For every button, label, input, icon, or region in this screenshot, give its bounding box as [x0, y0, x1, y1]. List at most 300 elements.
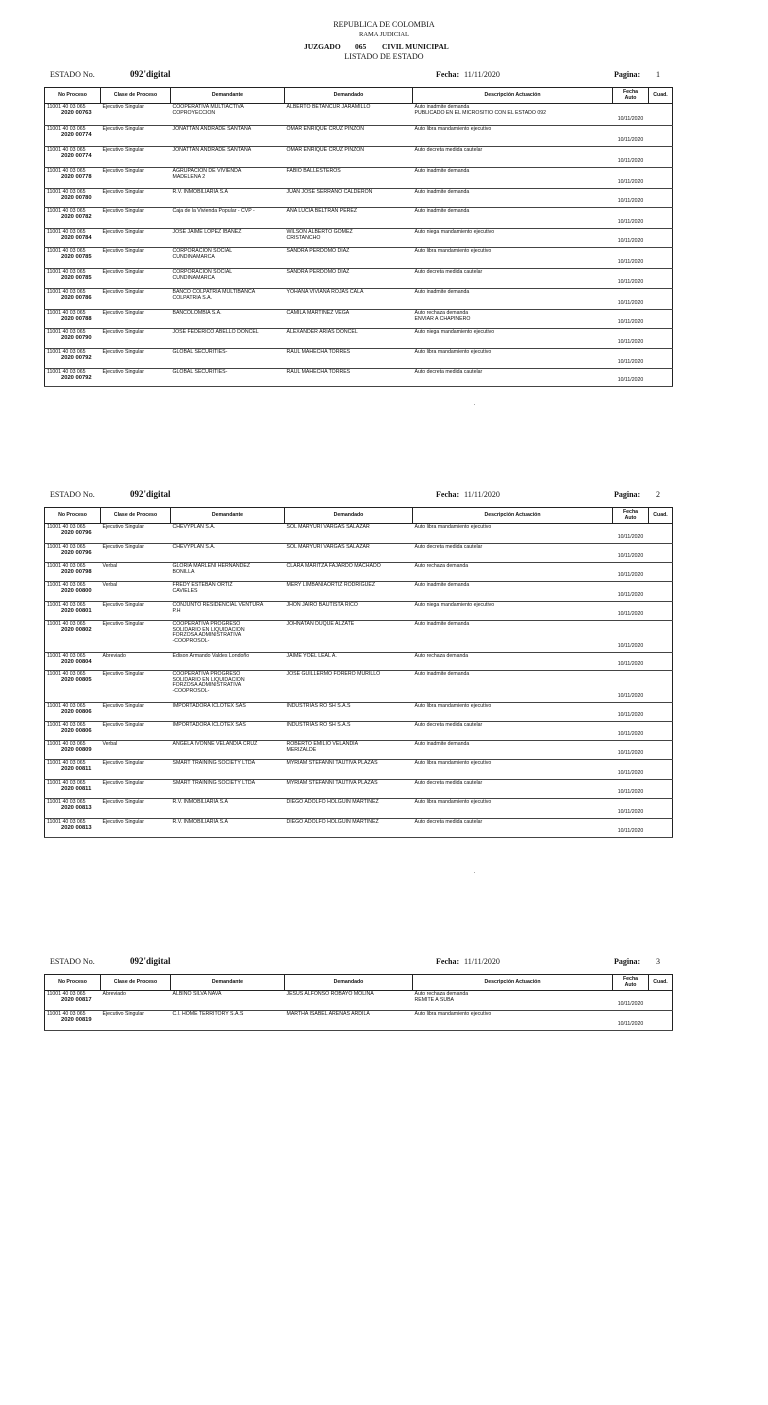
demandante-line: -COOPROSOL-	[172, 687, 210, 694]
pagina-label: Pagina:	[614, 70, 641, 79]
proceso-number: 2020 00817	[61, 996, 92, 1003]
demandado-cell	[285, 189, 413, 208]
proceso-number: 2020 00801	[61, 607, 92, 614]
proceso-code: 11001 40 03 065	[47, 126, 86, 132]
proceso-number: 2020 00813	[61, 804, 92, 811]
actuacion-line: Auto libra mandamiento ejecutivo	[414, 524, 492, 530]
demandado-cell	[285, 369, 413, 387]
estado-number: 092'digital	[130, 69, 171, 79]
demandado-line: CLARA MARITZA FAJARDO MACHADO	[286, 563, 381, 569]
proceso-number: 2020 00806	[61, 708, 92, 715]
table-row	[45, 248, 673, 269]
demandado-cell	[285, 1011, 413, 1031]
cuad-cell	[649, 703, 673, 722]
demandante-line: CONJUNTO RESIDENCIAL VENTURA	[172, 602, 264, 608]
actuacion-cell	[413, 621, 613, 653]
cuad-cell	[649, 269, 673, 289]
fecha-auto-cell: 10/11/2020	[613, 208, 649, 229]
demandante-cell	[171, 582, 285, 602]
proceso-number: 2020 00804	[61, 658, 92, 665]
clase-cell: Ejecutivo Singular	[101, 269, 171, 289]
demandante-line: COOPERATIVA PROGRESO	[172, 671, 241, 677]
actuacion-line: Auto libra mandamiento ejecutivo	[414, 126, 492, 132]
proceso-cell	[45, 310, 101, 329]
demandante-cell	[171, 208, 285, 229]
actuacion-cell	[413, 991, 613, 1011]
demandado-line: SANDRA PERDOMO DIAZ	[286, 269, 350, 275]
clase-cell: Ejecutivo Singular	[101, 126, 171, 147]
listing-page	[0, 935, 768, 1405]
proceso-code: 11001 40 03 065	[47, 799, 86, 805]
demandante-cell	[171, 147, 285, 168]
demandante-line: CAVIELES	[172, 587, 198, 594]
actuacion-cell	[413, 722, 613, 741]
demandado-cell	[285, 819, 413, 838]
clase-cell: Ejecutivo Singular	[101, 671, 171, 703]
demandado-cell	[285, 310, 413, 329]
demandado-cell	[285, 741, 413, 760]
proceso-number: 2020 00809	[61, 746, 92, 753]
demandante-line: BANCOLOMBIA S.A.	[172, 310, 222, 316]
fecha-auto-cell: 10/11/2020	[613, 544, 649, 563]
fecha-auto-cell: 10/11/2020	[613, 1011, 649, 1031]
estado-label: ESTADO No.	[50, 490, 95, 499]
fecha-label: Fecha:	[436, 957, 460, 966]
proceso-code: 11001 40 03 065	[47, 104, 86, 110]
column-header: Cuad.	[649, 508, 673, 524]
estado-number: 092'digital	[130, 489, 171, 499]
demandado-cell	[285, 563, 413, 582]
actuacion-line: Auto inadmite demanda	[414, 289, 470, 295]
fecha-auto-cell: 10/11/2020	[613, 329, 649, 349]
proceso-cell	[45, 349, 101, 369]
fecha-auto-cell: 10/11/2020	[613, 524, 649, 544]
fecha-auto-cell: 10/11/2020	[613, 741, 649, 760]
demandado-cell	[285, 289, 413, 310]
actuacion-cell	[413, 1011, 613, 1031]
cuad-cell	[649, 991, 673, 1011]
actuacion-line: Auto libra mandamiento ejecutivo	[414, 349, 492, 355]
demandado-line: MYRIAM STEFANNI TAUTIVA PLAZAS	[286, 760, 378, 766]
pagina-value: 1	[656, 70, 660, 79]
cuad-cell	[649, 310, 673, 329]
proceso-cell	[45, 126, 101, 147]
actuacion-line: Auto rechaza demanda	[414, 991, 469, 997]
proceso-cell	[45, 544, 101, 563]
actuacion-cell	[413, 544, 613, 563]
demandado-line: MERY LIMBANIAORTIZ RODRIGUEZ	[286, 582, 375, 588]
proceso-number: 2020 00792	[61, 354, 92, 361]
demandado-cell	[285, 602, 413, 621]
table-row	[45, 760, 673, 780]
demandado-line: JHON JAIRO BAUTISTA RICO	[286, 602, 358, 608]
fecha-auto-cell: 10/11/2020	[613, 703, 649, 722]
demandado-cell	[285, 991, 413, 1011]
cuad-cell	[649, 208, 673, 229]
fecha-auto-cell: 10/11/2020	[613, 289, 649, 310]
proceso-code: 11001 40 03 065	[47, 671, 86, 677]
actuacion-cell	[413, 703, 613, 722]
pagina-label: Pagina:	[614, 490, 641, 499]
actuacion-line: Auto decreta medida cautelar	[414, 369, 483, 375]
actuacion-cell	[413, 780, 613, 799]
proceso-number: 2020 00802	[61, 626, 92, 633]
estado-number: 092'digital	[130, 956, 171, 966]
cuad-cell	[649, 349, 673, 369]
table-row	[45, 369, 673, 387]
actuacion-cell	[413, 760, 613, 780]
table-row	[45, 126, 673, 147]
actuacion-line: Auto rechaza demanda	[414, 310, 469, 316]
fecha-auto-cell: 10/11/2020	[613, 349, 649, 369]
clase-cell: Ejecutivo Singular	[101, 524, 171, 544]
column-header: Fecha Auto	[613, 508, 649, 524]
table-header	[45, 88, 673, 104]
demandante-line: P.H	[172, 607, 181, 614]
table-body	[45, 524, 673, 838]
actuacion-cell	[413, 602, 613, 621]
column-header: Demandado	[285, 975, 413, 991]
fecha-value: 11/11/2020	[464, 490, 500, 499]
demandante-line: SOLIDARIO EN LIQUIDACION	[172, 626, 245, 633]
demandante-cell	[171, 544, 285, 563]
demandante-cell	[171, 289, 285, 310]
demandante-line: BANCO COLPATRIA MULTIBANCA	[172, 289, 256, 295]
clase-cell: Verbal	[101, 563, 171, 582]
proceso-number: 2020 00798	[61, 568, 92, 575]
clase-cell: Ejecutivo Singular	[101, 147, 171, 168]
demandante-cell	[171, 168, 285, 189]
proceso-code: 11001 40 03 065	[47, 147, 86, 153]
proceso-code: 11001 40 03 065	[47, 168, 86, 174]
demandante-cell	[171, 269, 285, 289]
table-body	[45, 104, 673, 387]
clase-cell: Ejecutivo Singular	[101, 780, 171, 799]
header-row	[45, 508, 673, 524]
fecha-auto-cell: 10/11/2020	[613, 819, 649, 838]
table-row	[45, 147, 673, 168]
clase-cell: Ejecutivo Singular	[101, 1011, 171, 1031]
proceso-code: 11001 40 03 065	[47, 544, 86, 550]
column-header: Descripción Actuación	[413, 508, 613, 524]
demandado-line: OMAR ENRIQUE CRUZ PINZON	[286, 147, 365, 153]
table-row	[45, 780, 673, 799]
proceso-number: 2020 00778	[61, 173, 92, 180]
proceso-code: 11001 40 03 065	[47, 602, 86, 608]
clase-cell: Abreviado	[101, 991, 171, 1011]
demandante-line: JONATTAN ANDRADE SANTANA	[172, 147, 252, 153]
proceso-cell	[45, 563, 101, 582]
clase-cell: Ejecutivo Singular	[101, 602, 171, 621]
proceso-cell	[45, 780, 101, 799]
demandado-cell	[285, 780, 413, 799]
cuad-cell	[649, 621, 673, 653]
demandante-line: SOLIDARIO EN LIQUIDACION	[172, 676, 245, 683]
actuacion-cell	[413, 248, 613, 269]
fecha-auto-cell: 10/11/2020	[613, 104, 649, 126]
actuacion-line: Auto niega mandamiento ejecutivo	[414, 329, 495, 335]
listing-title: LISTADO DE ESTADO	[344, 52, 424, 61]
demandante-line: SMART TRAINING SOCIETY LTDA	[172, 760, 256, 766]
column-header: Fecha Auto	[613, 975, 649, 991]
clase-cell: Ejecutivo Singular	[101, 349, 171, 369]
demandado-cell	[285, 168, 413, 189]
actuacion-line: Auto decreta medida cautelar	[414, 544, 483, 550]
demandante-line: COLPATRIA S.A.	[172, 294, 213, 301]
table-row	[45, 741, 673, 760]
clase-cell: Ejecutivo Singular	[101, 760, 171, 780]
demandante-cell	[171, 671, 285, 703]
demandado-line: INDUSTRIAS RO SH S.A.S	[286, 722, 351, 728]
demandante-line: R.V. INMOBILIARIA S.A	[172, 189, 228, 195]
demandado-cell	[285, 329, 413, 349]
proceso-cell	[45, 269, 101, 289]
pagina-label: Pagina:	[614, 957, 641, 966]
proceso-code: 11001 40 03 065	[47, 780, 86, 786]
column-header: Clase de Proceso	[101, 975, 171, 991]
fecha-value: 11/11/2020	[464, 957, 500, 966]
proceso-cell	[45, 819, 101, 838]
table-row	[45, 991, 673, 1011]
cuad-cell	[649, 741, 673, 760]
court-label: JUZGADO	[304, 42, 341, 51]
actuacion-cell	[413, 349, 613, 369]
fecha-auto-cell: 10/11/2020	[613, 799, 649, 819]
demandante-cell	[171, 126, 285, 147]
cuad-cell	[649, 289, 673, 310]
demandado-line: ALEXANDER ARIAS DONCEL	[286, 329, 358, 335]
fecha-auto-cell: 10/11/2020	[613, 147, 649, 168]
actuacion-cell	[413, 168, 613, 189]
table-row	[45, 349, 673, 369]
demandado-cell	[285, 126, 413, 147]
fecha-auto-cell: 10/11/2020	[613, 780, 649, 799]
clase-cell: Ejecutivo Singular	[101, 208, 171, 229]
demandante-line: COPROYECCION	[172, 109, 216, 116]
clase-cell: Ejecutivo Singular	[101, 289, 171, 310]
cuad-cell	[649, 1011, 673, 1031]
proceso-cell	[45, 741, 101, 760]
proceso-code: 11001 40 03 065	[47, 189, 86, 195]
branch-title: RAMA JUDICIAL	[358, 31, 410, 38]
estado-table	[44, 974, 673, 1031]
demandado-line: OMAR ENRIQUE CRUZ PINZON	[286, 126, 365, 132]
clase-cell: Verbal	[101, 582, 171, 602]
column-header: No Proceso	[45, 508, 101, 524]
table-row	[45, 799, 673, 819]
demandante-line: IMPORTADORA ICLOTEX SAS	[172, 703, 246, 709]
actuacion-cell	[413, 189, 613, 208]
cuad-cell	[649, 544, 673, 563]
cuad-cell	[649, 671, 673, 703]
actuacion-cell	[413, 208, 613, 229]
column-header: Demandante	[171, 975, 285, 991]
proceso-code: 11001 40 03 065	[47, 563, 86, 569]
demandante-line: Edison Armando Valdes Londoño	[172, 653, 250, 659]
proceso-number: 2020 00774	[61, 152, 92, 159]
demandado-line: CAMILA MARTINEZ VEGA	[286, 310, 350, 316]
clase-cell: Abreviado	[101, 653, 171, 671]
table-row	[45, 524, 673, 544]
table-row	[45, 1011, 673, 1031]
demandante-cell	[171, 653, 285, 671]
scan-speck	[474, 404, 475, 405]
actuacion-cell	[413, 310, 613, 329]
proceso-cell	[45, 722, 101, 741]
proceso-number: 2020 00796	[61, 529, 92, 536]
actuacion-cell	[413, 819, 613, 838]
actuacion-cell	[413, 582, 613, 602]
demandado-cell	[285, 703, 413, 722]
cuad-cell	[649, 248, 673, 269]
table-row	[45, 621, 673, 653]
proceso-code: 11001 40 03 065	[47, 248, 86, 254]
estado-table	[44, 87, 673, 387]
actuacion-line: Auto rechaza demanda	[414, 653, 469, 659]
proceso-cell	[45, 329, 101, 349]
proceso-number: 2020 00763	[61, 109, 92, 116]
fecha-auto-cell: 10/11/2020	[613, 369, 649, 387]
actuacion-line: Auto decreta medida cautelar	[414, 722, 483, 728]
table-row	[45, 189, 673, 208]
actuacion-line: Auto libra mandamiento ejecutivo	[414, 703, 492, 709]
republic-title: REPUBLICA DE COLOMBIA	[333, 20, 435, 29]
demandante-cell	[171, 349, 285, 369]
demandado-line: JAIME YOEL LEAL A.	[286, 653, 337, 659]
fecha-auto-cell: 10/11/2020	[613, 991, 649, 1011]
fecha-label: Fecha:	[436, 490, 460, 499]
clase-cell: Ejecutivo Singular	[101, 799, 171, 819]
actuacion-cell	[413, 524, 613, 544]
proceso-code: 11001 40 03 065	[47, 819, 86, 825]
proceso-cell	[45, 289, 101, 310]
proceso-code: 11001 40 03 065	[47, 349, 86, 355]
table-body	[45, 991, 673, 1031]
demandante-cell	[171, 602, 285, 621]
proceso-cell	[45, 582, 101, 602]
demandante-cell	[171, 248, 285, 269]
demandado-cell	[285, 248, 413, 269]
proceso-code: 11001 40 03 065	[47, 369, 86, 375]
proceso-cell	[45, 703, 101, 722]
proceso-code: 11001 40 03 065	[47, 329, 86, 335]
fecha-auto-cell: 10/11/2020	[613, 582, 649, 602]
demandante-cell	[171, 621, 285, 653]
estado-label: ESTADO No.	[50, 957, 95, 966]
cuad-cell	[649, 653, 673, 671]
fecha-auto-cell: 10/11/2020	[613, 671, 649, 703]
estado-label: ESTADO No.	[50, 70, 95, 79]
proceso-number: 2020 00819	[61, 1016, 92, 1023]
demandante-line: CORPORACION SOCIAL	[172, 269, 233, 275]
proceso-cell	[45, 104, 101, 126]
demandante-cell	[171, 104, 285, 126]
clase-cell: Ejecutivo Singular	[101, 722, 171, 741]
table-row	[45, 563, 673, 582]
pagina-value: 2	[656, 490, 660, 499]
demandante-line: AGRUPACION DE VIVIENDA	[172, 168, 242, 174]
actuacion-line: REMITE A SUBA	[414, 996, 454, 1003]
cuad-cell	[649, 126, 673, 147]
clase-cell: Ejecutivo Singular	[101, 104, 171, 126]
fecha-auto-cell: 10/11/2020	[613, 722, 649, 741]
demandado-line: MYRIAM STEFANNI TAUTIVA PLAZAS	[286, 780, 378, 786]
fecha-label: Fecha:	[436, 70, 460, 79]
demandado-line: MERIZALDE	[286, 746, 317, 753]
proceso-cell	[45, 760, 101, 780]
fecha-auto-cell: 10/11/2020	[613, 189, 649, 208]
actuacion-line: Auto libra mandamiento ejecutivo	[414, 248, 492, 254]
demandante-line: GLOBAL SECURITIES-	[172, 369, 228, 375]
actuacion-line: ENVIAR A CHAPINERO	[414, 315, 471, 322]
proceso-cell	[45, 248, 101, 269]
proceso-cell	[45, 147, 101, 168]
proceso-code: 11001 40 03 065	[47, 229, 86, 235]
actuacion-line: Auto rechaza demanda	[414, 563, 469, 569]
proceso-number: 2020 00785	[61, 274, 92, 281]
fecha-auto-cell: 10/11/2020	[613, 653, 649, 671]
demandante-cell	[171, 229, 285, 248]
actuacion-cell	[413, 269, 613, 289]
demandante-line: CUNDINAMARCA	[172, 274, 215, 281]
table-row	[45, 104, 673, 126]
column-header: Demandante	[171, 508, 285, 524]
fecha-value: 11/11/2020	[464, 70, 500, 79]
demandado-line: DIEGO ADOLFO HOLGUIN MARTINEZ	[286, 799, 379, 805]
cuad-cell	[649, 780, 673, 799]
demandante-line: GLORIA MARLENI HERNANDEZ	[172, 563, 251, 569]
proceso-cell	[45, 653, 101, 671]
demandado-cell	[285, 544, 413, 563]
demandado-line: SOL MARYURI VARGAS SALAZAR	[286, 544, 370, 550]
actuacion-line: Auto libra mandamiento ejecutivo	[414, 799, 492, 805]
proceso-number: 2020 00806	[61, 727, 92, 734]
proceso-number: 2020 00774	[61, 131, 92, 138]
fecha-auto-cell: 10/11/2020	[613, 229, 649, 248]
fecha-auto-cell: 10/11/2020	[613, 621, 649, 653]
clase-cell: Ejecutivo Singular	[101, 703, 171, 722]
listing-page	[0, 0, 768, 470]
actuacion-cell	[413, 563, 613, 582]
demandado-cell	[285, 147, 413, 168]
proceso-number: 2020 00805	[61, 676, 92, 683]
cuad-cell	[649, 582, 673, 602]
proceso-number: 2020 00784	[61, 234, 92, 241]
demandado-line: MARTHA ISABEL ARENAS ARDILA	[286, 1011, 370, 1017]
table-row	[45, 289, 673, 310]
cuad-cell	[649, 329, 673, 349]
column-header: Fecha Auto	[613, 88, 649, 104]
proceso-code: 11001 40 03 065	[47, 289, 86, 295]
demandante-line: GLOBAL SECURITIES-	[172, 349, 228, 355]
demandado-cell	[285, 671, 413, 703]
demandado-cell	[285, 582, 413, 602]
actuacion-cell	[413, 653, 613, 671]
demandante-cell	[171, 741, 285, 760]
proceso-number: 2020 00790	[61, 334, 92, 341]
court-header	[0, 20, 768, 40]
demandante-line: IMPORTADORA ICLOTEX SAS	[172, 722, 246, 728]
demandante-line: BONILLA	[172, 568, 195, 575]
demandante-line: R.V. INMOBILIARIA S.A	[172, 799, 228, 805]
cuad-cell	[649, 563, 673, 582]
column-header: Clase de Proceso	[101, 88, 171, 104]
proceso-code: 11001 40 03 065	[47, 1011, 86, 1017]
proceso-code: 11001 40 03 065	[47, 991, 86, 997]
demandado-line: CRISTANCHO	[286, 234, 321, 241]
fecha-auto-cell: 10/11/2020	[613, 126, 649, 147]
proceso-number: 2020 00786	[61, 294, 92, 301]
